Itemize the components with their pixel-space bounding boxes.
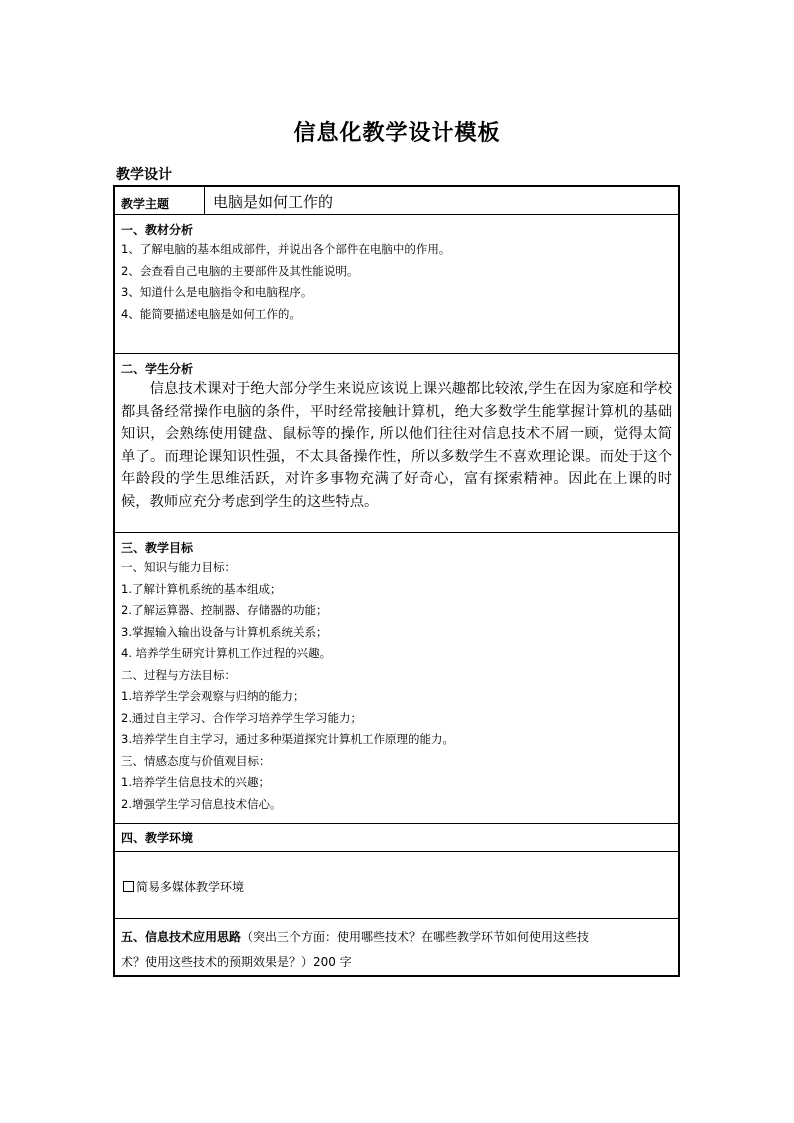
section3-line: 二、过程与方法目标： [121, 667, 236, 682]
section1-line: 2、会查看自己电脑的主要部件及其性能说明。 [121, 263, 359, 278]
section-student-analysis [115, 354, 678, 533]
page-title: 信息化教学设计模板 [293, 121, 501, 146]
environment-option [115, 878, 678, 895]
section3-line: 三、情感态度与价值观目标： [121, 753, 271, 768]
section4-heading: 四、教学环境 [121, 831, 194, 845]
section1-line: 1、了解电脑的基本组成部件，并说出各个部件在电脑中的作用。 [121, 242, 451, 256]
section3-heading: 三、教学目标 [121, 541, 194, 555]
topic-label: 教学主题 [115, 187, 205, 214]
section1-heading: 一、教材分析 [121, 223, 194, 237]
section3-line: 4. 培养学生研究计算机工作过程的兴趣。 [121, 646, 332, 660]
environment-option-label: 简易多媒体教学环境 [136, 880, 245, 894]
section1-line: 4、能简要描述电脑是如何工作的。 [121, 306, 301, 321]
section5-heading: 五、信息技术应用思路 [121, 930, 242, 944]
section2-heading: 二、学生分析 [121, 362, 194, 376]
section5-note-line2: 术？使用这些技术的预期效果是？）200 字 [121, 955, 352, 969]
section-teaching-goals [115, 533, 678, 824]
section2-paragraph: 信息技术课对于绝大部分学生来说应该说上课兴趣都比较浓,学生在因为家庭和学校都具备经常操作电脑的条件，平时经常接触计算机，绝大多数学生能掌握计算机的基础知识，会熟练使用键盘、鼠标等的操作, 所以他们往往对信息技术不屑一顾，觉得太简单了。而理论课知识性强，不太具备操作性，所以多数学生不喜欢理论课。而处于这个年龄段的学生思维活跃，对许多事物充满了好奇心，富有探索精神。因此在上课的时候，教师应充分考虑到学生的这些特点。 [121, 381, 672, 510]
section3-line: 3.培养学生自主学习，通过多种渠道探究计算机工作原理的能力。 [121, 732, 454, 746]
section-material-analysis [115, 215, 678, 354]
section-environment-heading-row [115, 824, 678, 852]
section3-line: 2.了解运算器、控制器、存储器的功能； [121, 603, 328, 617]
topic-value: 电脑是如何工作的 [213, 193, 334, 211]
section-it-application [115, 919, 678, 975]
section-environment-options [115, 852, 678, 919]
section3-line: 1.培养学生学会观察与归纳的能力； [121, 689, 305, 703]
section3-line: 2.增强学生学习信息技术信心。 [121, 796, 282, 811]
section3-line: 3.掌握输入输出设备与计算机系统关系； [121, 624, 328, 639]
section3-line: 一、知识与能力目标： [121, 560, 236, 574]
section1-line: 3、知道什么是电脑指令和电脑程序。 [121, 285, 313, 299]
lesson-plan-table [113, 185, 680, 977]
section3-line: 2.通过自主学习、合作学习培养学生学习能力； [121, 710, 362, 725]
section3-line: 1.培养学生信息技术的兴趣； [121, 775, 270, 789]
section5-note-line1: （突出三个方面：使用哪些技术？在哪些教学环节如何使用这些技 [241, 930, 590, 944]
section-caption: 教学设计 [116, 167, 172, 183]
checkbox-icon[interactable] [123, 881, 134, 892]
section3-line: 1.了解计算机系统的基本组成； [121, 581, 282, 596]
section5-text [115, 919, 678, 975]
topic-row [115, 187, 678, 215]
